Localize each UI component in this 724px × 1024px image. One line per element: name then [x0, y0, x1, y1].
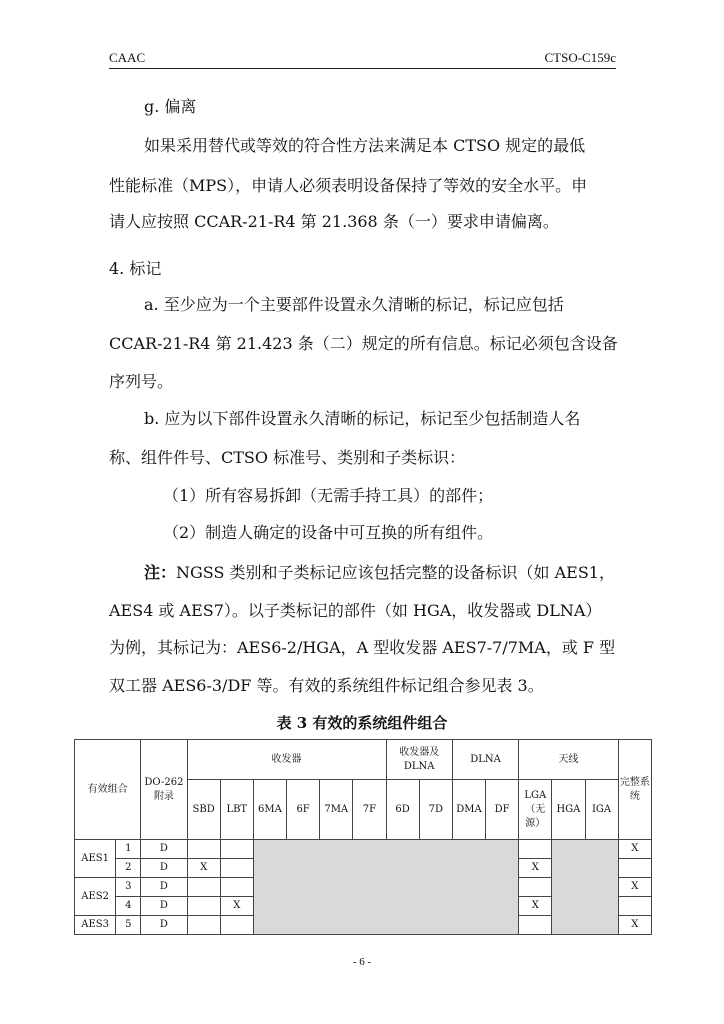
b-line: b. 应为以下部件设置永久清晰的标记，标记至少包括制造人名 — [144, 409, 581, 428]
do-cell: D — [141, 859, 187, 878]
header-complete-system: 完整系统 — [618, 740, 651, 840]
num-cell: 5 — [116, 916, 141, 935]
sbd-cell: X — [187, 859, 220, 878]
table-row — [75, 840, 652, 859]
lga-cell: X — [519, 897, 552, 916]
page-header — [109, 50, 616, 69]
subheader-cell: HGA — [552, 780, 585, 840]
shaded-block — [253, 840, 518, 935]
subheader-cell: 6F — [287, 780, 320, 840]
g-heading: g. 偏离 — [144, 97, 197, 116]
a-line: 序列号。 — [109, 372, 174, 391]
do-cell: D — [141, 916, 187, 935]
group-cell: AES3 — [75, 916, 116, 935]
lbt-cell — [220, 878, 253, 897]
lga-cell: X — [519, 859, 552, 878]
complete-cell: X — [618, 878, 651, 897]
sbd-cell — [187, 878, 220, 897]
sbd-cell — [187, 916, 220, 935]
system-component-table — [74, 739, 652, 935]
g-line: 性能标准（MPS），申请人必须表明设备保持了等效的安全水平。申 — [109, 176, 588, 195]
header-dlna: DLNA — [452, 740, 518, 780]
num-cell: 2 — [116, 859, 141, 878]
subheader-cell: LBT — [220, 780, 253, 840]
note-line — [144, 563, 614, 583]
subheader-cell: 6MA — [253, 780, 286, 840]
subheader-cell: SBD — [187, 780, 220, 840]
group-cell: AES1 — [75, 840, 116, 878]
lbt-cell — [220, 916, 253, 935]
lga-cell — [519, 878, 552, 897]
note-line: 双工器 AES6-3/DF 等。有效的系统组件标记组合参见表 3。 — [109, 676, 544, 695]
num-cell: 1 — [116, 840, 141, 859]
sbd-cell — [187, 897, 220, 916]
a-line: CCAR-21-R4 第 21.423 条（二）规定的所有信息。标记必须包含设备 — [109, 334, 618, 353]
g-line: 请人应按照 CCAR-21-R4 第 21.368 条（一）要求申请偏离。 — [109, 212, 559, 231]
list-item: （2）制造人确定的设备中可互换的所有组件。 — [163, 523, 494, 542]
do-cell: D — [141, 897, 187, 916]
num-cell: 4 — [116, 897, 141, 916]
complete-cell: X — [618, 916, 651, 935]
note-line: 为例，其标记为：AES6-2/HGA，A 型收发器 AES7-7/7MA，或 F 型 — [109, 638, 616, 657]
sbd-cell — [187, 840, 220, 859]
header-right: CTSO-C159c — [544, 50, 616, 65]
header-transceiver: 收发器 — [187, 740, 386, 780]
header-antenna: 天线 — [519, 740, 618, 780]
complete-cell: X — [618, 840, 651, 859]
section-4-heading: 4. 标记 — [109, 259, 162, 278]
lbt-cell — [220, 840, 253, 859]
lbt-cell — [220, 859, 253, 878]
note-line: AES4 或 AES7）。以子类标记的部件（如 HGA，收发器或 DLNA） — [109, 601, 602, 620]
do-cell: D — [141, 878, 187, 897]
complete-cell — [618, 859, 651, 878]
subheader-cell: 7F — [353, 780, 386, 840]
subheader-cell: DF — [486, 780, 519, 840]
lbt-cell: X — [220, 897, 253, 916]
a-line: a. 至少应为一个主要部件设置永久清晰的标记，标记应包括 — [144, 295, 564, 314]
header-do262: DO-262 附录 — [141, 740, 187, 840]
subheader-cell: 6D — [386, 780, 419, 840]
note-first-text: NGSS 类别和子类标记应该包括完整的设备标识（如 AES1， — [176, 563, 615, 582]
lga-cell — [519, 840, 552, 859]
subheader-cell: LGA（无源） — [519, 780, 552, 840]
g-line: 如果采用替代或等效的符合性方法来满足本 CTSO 规定的最低 — [144, 136, 586, 155]
b-line: 称、组件件号、CTSO 标准号、类别和子类标识： — [109, 448, 466, 467]
note-label: 注： — [144, 563, 177, 582]
shaded-block — [552, 840, 618, 935]
page-number: - 6 - — [352, 956, 372, 968]
do-cell: D — [141, 840, 187, 859]
list-item: （1）所有容易拆卸（无需手持工具）的部件； — [163, 486, 494, 505]
num-cell: 3 — [116, 878, 141, 897]
header-transceiver-dlna: 收发器及 DLNA — [386, 740, 452, 780]
subheader-cell: IGA — [585, 780, 618, 840]
group-cell: AES2 — [75, 878, 116, 916]
subheader-cell: DMA — [452, 780, 485, 840]
subheader-cell: 7MA — [320, 780, 353, 840]
complete-cell — [618, 897, 651, 916]
header-left: CAAC — [109, 50, 146, 65]
table-caption: 表 3 有效的系统组件组合 — [276, 714, 448, 732]
lga-cell — [519, 916, 552, 935]
header-combo: 有效组合 — [75, 740, 141, 840]
subheader-cell: 7D — [419, 780, 452, 840]
